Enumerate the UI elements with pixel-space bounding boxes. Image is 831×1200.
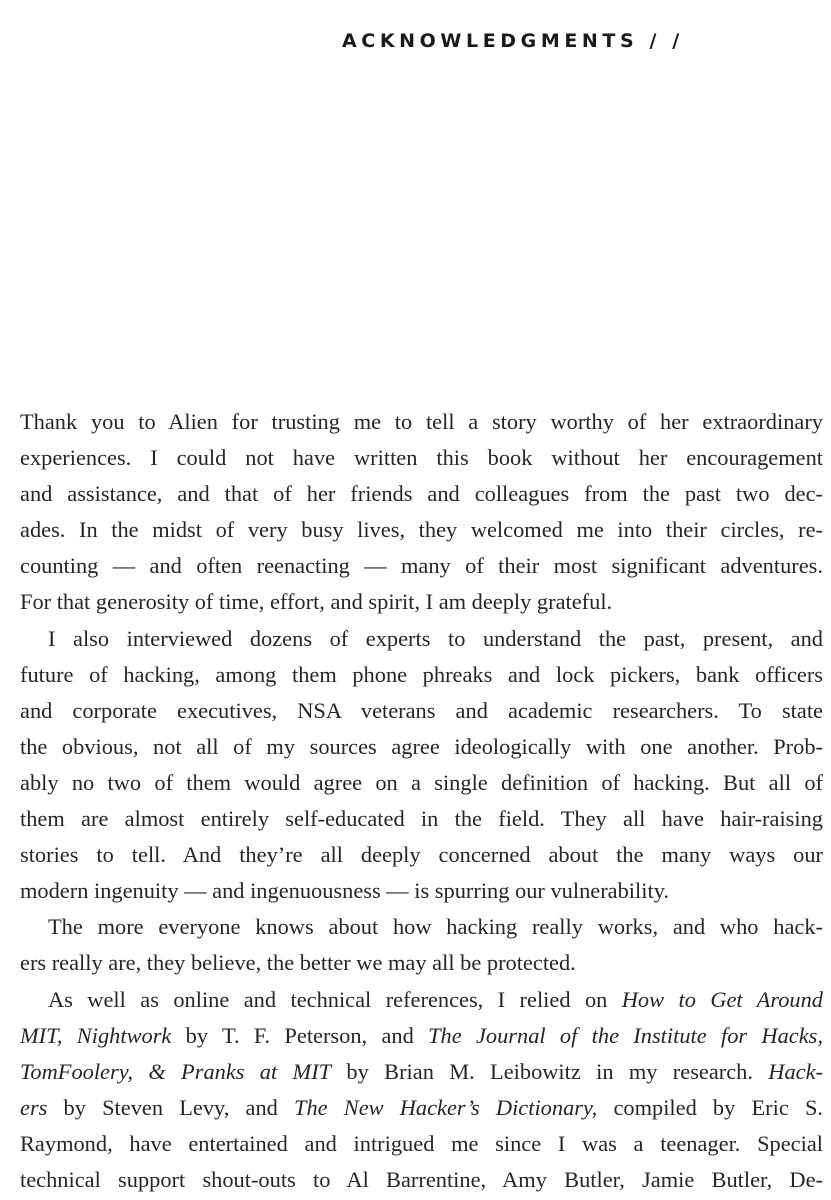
text-line [20,909,823,945]
text-segment: and assistance, and that of her friends and colleagues from the past two dec- [20,481,823,507]
text-segment: by Steven Levy, and [47,1094,295,1120]
paragraph [20,909,823,981]
text-segment: modern ingenuity — and ingenuousness — is spurring our vulnerability. [20,878,670,904]
text-segment: by Brian M. Leibowitz in my research. [331,1058,769,1084]
text-line [20,801,823,837]
text-line [20,837,823,873]
text-segment: The more everyone knows about how hacking really works, and who hack- [48,914,823,940]
text-line [20,1126,823,1162]
italic-title-text: The New Hacker’s Dictionary, [294,1094,598,1120]
text-segment: by T. F. Peterson, and [171,1022,429,1048]
text-segment: experiences. I could not have written this book without her encouragement [20,445,823,471]
text-segment: ades. In the midst of very busy lives, they welcomed me into their circles, re- [20,517,823,543]
text-line [20,945,823,981]
italic-title-text: MIT, Nightwork [20,1022,172,1048]
italic-title-text: ers [20,1094,48,1120]
text-segment: stories to tell. And they’re all deeply concerned about the many ways our [20,842,823,868]
text-line [20,1018,823,1054]
text-line [20,693,823,729]
text-line [20,1054,823,1090]
text-line [20,729,823,765]
acknowledgments-body [20,404,823,1198]
paragraph [20,404,823,621]
text-segment: the obvious, not all of my sources agree ideologically with one another. Prob- [20,733,823,759]
text-segment: and corporate executives, NSA veterans and academic researchers. To state [20,697,823,723]
text-segment: future of hacking, among them phone phreaks and lock pickers, bank officers [20,661,823,687]
text-segment: Thank you to Alien for trusting me to tell a story worthy of her extraordinary [20,409,823,434]
text-segment: counting — and often reenacting — many of their most significant adventures. [20,553,823,579]
text-line [20,476,823,512]
text-line [20,440,823,476]
text-line [20,657,823,693]
italic-title-text: TomFoolery, & Pranks at MIT [20,1058,332,1084]
text-segment: them are almost entirely self-educated in the field. They all have hair-raising [20,806,823,832]
paragraph [20,621,823,910]
text-line [20,1162,823,1198]
chapter-heading: ACKNOWLEDGMENTS / / [342,30,684,52]
text-segment: ably no two of them would agree on a single definition of hacking. But all of [20,769,823,795]
italic-title-text: How to Get Around [621,986,823,1012]
text-segment: ers really are, they believe, the better we may all be protected. [20,950,576,976]
italic-title-text: The Journal of the Institute for Hacks, [428,1022,823,1048]
text-line [20,548,823,584]
text-line [20,873,823,909]
text-segment: Raymond, have entertained and intrigued me since I was a teenager. Special [20,1130,823,1156]
text-line [20,404,823,440]
text-line [20,982,823,1018]
text-segment: technical support shout-outs to Al Barrentine, Amy Butler, Jamie Butler, De- [20,1166,823,1192]
text-segment: I also interviewed dozens of experts to understand the past, present, and [48,625,823,651]
text-line [20,621,823,657]
text-segment: For that generosity of time, effort, and spirit, I am deeply grateful. [20,589,613,615]
text-line [20,1090,823,1126]
text-segment: compiled by Eric S. [597,1094,823,1120]
italic-title-text: Hack- [768,1058,823,1084]
text-segment: As well as online and technical references, I relied on [48,986,622,1012]
text-line [20,512,823,548]
text-line [20,765,823,801]
text-line [20,584,823,620]
paragraph [20,982,823,1199]
